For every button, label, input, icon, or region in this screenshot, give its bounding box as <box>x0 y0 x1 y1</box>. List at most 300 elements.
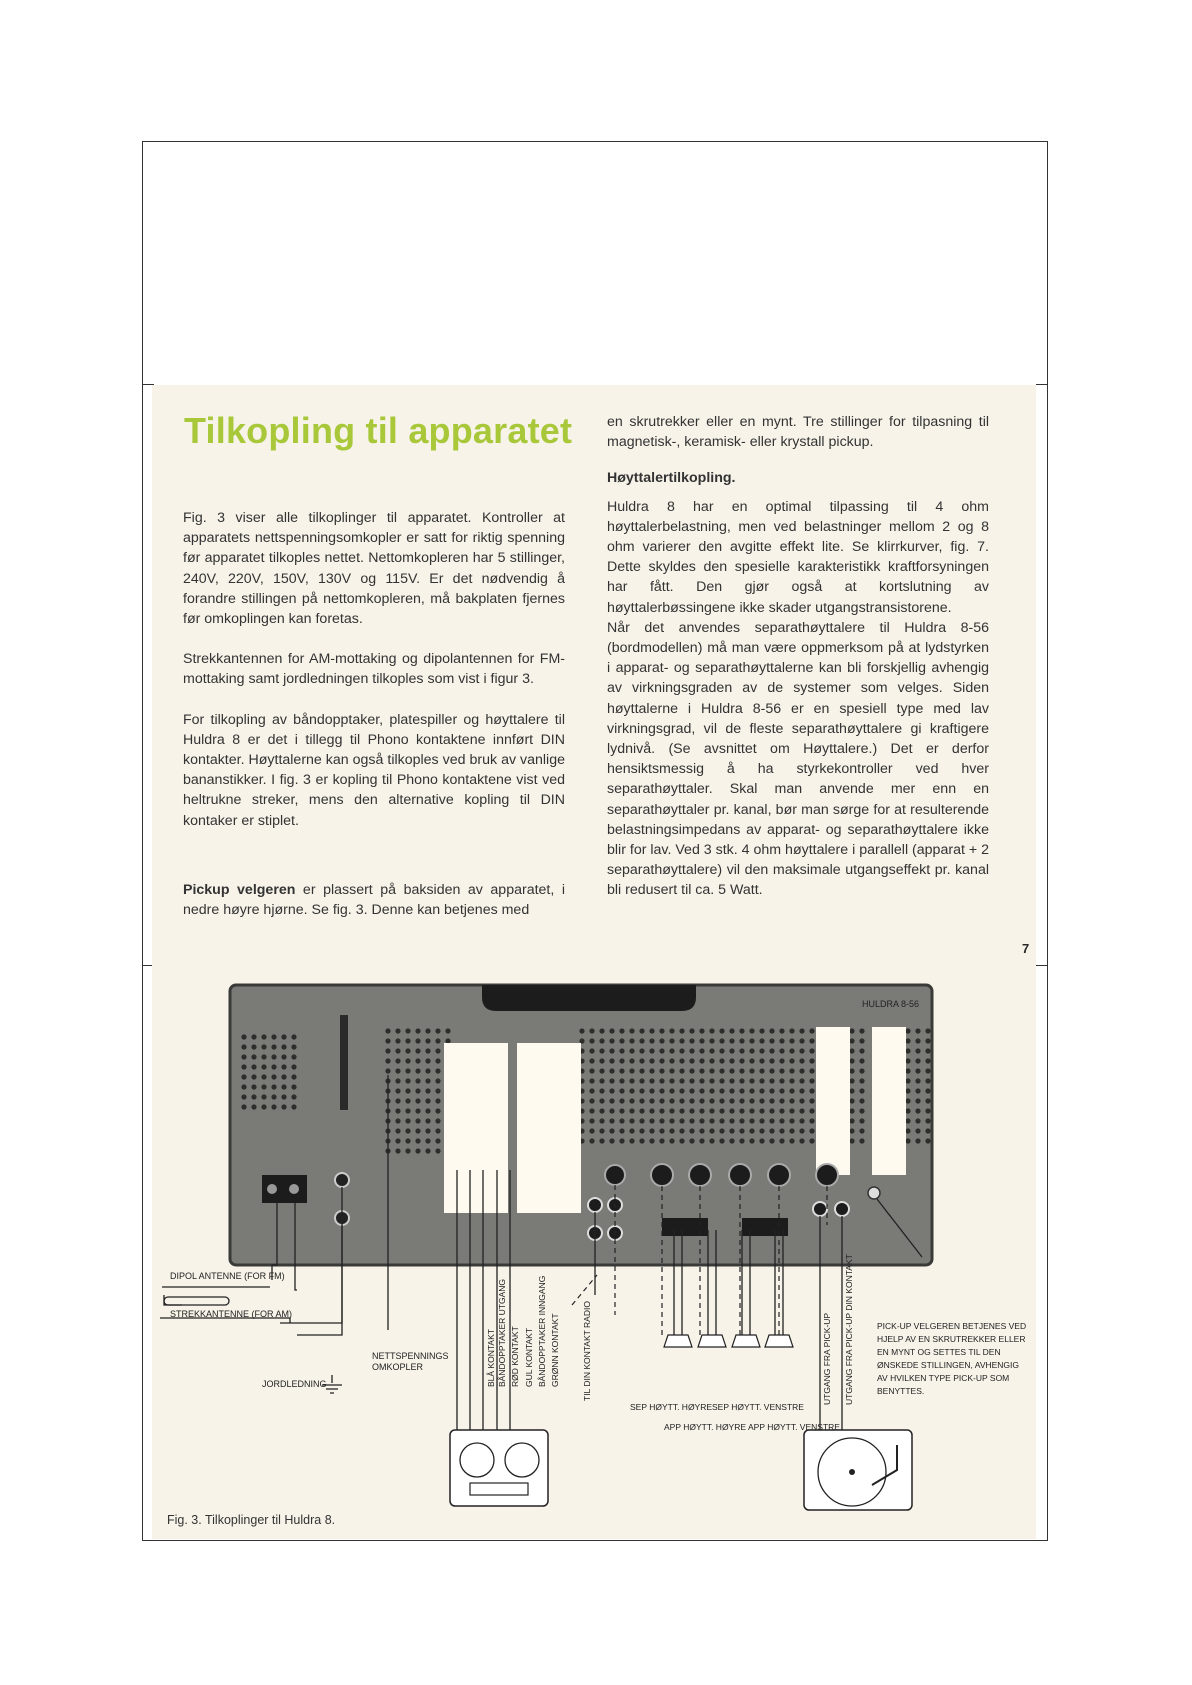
vent-hole <box>915 1138 920 1143</box>
vent-hole <box>395 1058 400 1063</box>
vent-hole <box>281 1054 286 1059</box>
vent-hole <box>689 1118 694 1123</box>
vent-hole <box>779 1038 784 1043</box>
vent-hole <box>425 1028 430 1033</box>
vent-hole <box>679 1028 684 1033</box>
vent-hole <box>425 1138 430 1143</box>
vent-hole <box>405 1148 410 1153</box>
vent-hole <box>789 1078 794 1083</box>
vent-hole <box>719 1138 724 1143</box>
vent-hole <box>435 1138 440 1143</box>
vent-hole <box>241 1084 246 1089</box>
vent-hole <box>251 1084 256 1089</box>
vent-hole <box>689 1038 694 1043</box>
vent-hole <box>639 1098 644 1103</box>
vent-hole <box>849 1088 854 1093</box>
strekk-label: STREKKANTENNE (FOR AM) <box>170 1309 293 1319</box>
bla-label: BLÅ KONTAKT <box>486 1329 496 1387</box>
sep-hoyre-label: SEP HØYTT. HØYRE <box>630 1402 713 1412</box>
vent-hole <box>629 1128 634 1133</box>
vent-hole <box>739 1128 744 1133</box>
vent-hole <box>679 1108 684 1113</box>
vent-hole <box>405 1098 410 1103</box>
vent-hole <box>659 1058 664 1063</box>
vent-hole <box>779 1088 784 1093</box>
vent-hole <box>769 1098 774 1103</box>
vent-hole <box>809 1118 814 1123</box>
vent-hole <box>779 1128 784 1133</box>
vent-hole <box>859 1048 864 1053</box>
vent-hole <box>915 1088 920 1093</box>
vent-hole <box>619 1058 624 1063</box>
vent-hole <box>915 1078 920 1083</box>
vent-hole <box>789 1108 794 1113</box>
vent-hole <box>599 1038 604 1043</box>
vent-hole <box>799 1058 804 1063</box>
vent-hole <box>281 1044 286 1049</box>
paragraph: For tilkopling av båndopptaker, platespiller og høyttalere til Huldra 8 er det i tillegg til Phono kontaktene innført DIN kontakter. Høyttalerne kan også tilkoples ved bruk av vanlige bananstikker. I fig. 3 er kopling til Phono kontaktene vist ved heltrukne streker, mens den alternative kopling til DIN kontaker er stiplet. <box>183 711 565 829</box>
vent-hole <box>849 1058 854 1063</box>
vent-hole <box>689 1138 694 1143</box>
vent-hole <box>435 1088 440 1093</box>
vent-hole <box>689 1108 694 1113</box>
pickup-note-line: ØNSKEDE STILLINGEN, AVHENGIG <box>877 1360 1020 1370</box>
vent-hole <box>915 1068 920 1073</box>
vent-hole <box>579 1028 584 1033</box>
masked-area <box>444 1043 508 1213</box>
vent-hole <box>639 1038 644 1043</box>
vent-hole <box>395 1028 400 1033</box>
vent-hole <box>261 1074 266 1079</box>
vent-hole <box>609 1128 614 1133</box>
vent-hole <box>729 1048 734 1053</box>
vent-hole <box>385 1068 390 1073</box>
vent-hole <box>405 1048 410 1053</box>
vent-hole <box>689 1048 694 1053</box>
vent-hole <box>915 1108 920 1113</box>
vent-hole <box>729 1028 734 1033</box>
vent-hole <box>789 1088 794 1093</box>
vent-hole <box>769 1088 774 1093</box>
vent-hole <box>609 1078 614 1083</box>
vent-hole <box>599 1128 604 1133</box>
vent-hole <box>425 1048 430 1053</box>
vent-hole <box>925 1028 930 1033</box>
vent-hole <box>749 1078 754 1083</box>
vent-hole <box>629 1078 634 1083</box>
vent-hole <box>291 1064 296 1069</box>
left-column <box>183 508 565 851</box>
vent-hole <box>415 1118 420 1123</box>
vent-hole <box>609 1108 614 1113</box>
vent-hole <box>405 1088 410 1093</box>
vent-hole <box>609 1058 614 1063</box>
vent-hole <box>669 1118 674 1123</box>
vent-hole <box>719 1108 724 1113</box>
vent-hole <box>809 1068 814 1073</box>
vent-hole <box>915 1038 920 1043</box>
vent-hole <box>619 1028 624 1033</box>
vent-hole <box>859 1088 864 1093</box>
vent-hole <box>759 1078 764 1083</box>
vent-hole <box>809 1108 814 1113</box>
pickup-note <box>877 1321 1026 1396</box>
netts-label-2: OMKOPLER <box>372 1362 424 1372</box>
vent-hole <box>385 1038 390 1043</box>
vent-hole <box>619 1098 624 1103</box>
vent-hole <box>435 1068 440 1073</box>
din-socket <box>605 1165 625 1185</box>
vent-hole <box>291 1044 296 1049</box>
din-radio-label: TIL DIN KONTAKT RADIO <box>582 1301 592 1401</box>
vent-hole <box>639 1088 644 1093</box>
vent-hole <box>649 1108 654 1113</box>
vent-hole <box>579 1038 584 1043</box>
vent-hole <box>925 1078 930 1083</box>
vent-hole <box>925 1128 930 1133</box>
crop-mark <box>1036 965 1048 966</box>
vent-hole <box>291 1034 296 1039</box>
vent-hole <box>251 1034 256 1039</box>
vent-hole <box>619 1108 624 1113</box>
vent-hole <box>415 1098 420 1103</box>
vent-hole <box>649 1028 654 1033</box>
vent-hole <box>859 1068 864 1073</box>
vent-hole <box>589 1128 594 1133</box>
vent-hole <box>925 1098 930 1103</box>
vent-hole <box>669 1048 674 1053</box>
vent-hole <box>649 1098 654 1103</box>
vent-hole <box>659 1078 664 1083</box>
vent-hole <box>415 1038 420 1043</box>
vent-hole <box>291 1104 296 1109</box>
vent-hole <box>639 1118 644 1123</box>
vent-hole <box>659 1118 664 1123</box>
vent-hole <box>789 1118 794 1123</box>
vent-hole <box>719 1078 724 1083</box>
vent-hole <box>709 1048 714 1053</box>
pickup-continuation: en skrutrekker eller en mynt. Tre stillinger for tilpasning til magnetisk-, keramisk- eller krystall pickup. <box>607 414 989 451</box>
vent-hole <box>915 1098 920 1103</box>
vent-hole <box>281 1094 286 1099</box>
vent-hole <box>385 1028 390 1033</box>
vent-hole <box>749 1088 754 1093</box>
vent-hole <box>425 1088 430 1093</box>
vent-hole <box>925 1088 930 1093</box>
vent-hole <box>915 1048 920 1053</box>
vent-hole <box>629 1028 634 1033</box>
phono-socket <box>813 1202 827 1216</box>
vent-hole <box>599 1138 604 1143</box>
vent-hole <box>769 1138 774 1143</box>
vent-hole <box>415 1148 420 1153</box>
vent-hole <box>679 1058 684 1063</box>
vent-hole <box>849 1068 854 1073</box>
vent-hole <box>609 1118 614 1123</box>
vent-hole <box>619 1048 624 1053</box>
pickup-note-line: PICK-UP VELGEREN BETJENES VED <box>877 1321 1027 1331</box>
vent-hole <box>619 1078 624 1083</box>
vent-hole <box>669 1108 674 1113</box>
vent-hole <box>709 1028 714 1033</box>
vent-hole <box>925 1138 930 1143</box>
paragraph: Huldra 8 har en optimal tilpassing til 4 ohm høyttalerbelastning, men ved belastninger mellom 2 og 8 ohm varierer den avgitte effekt lite. Se klirrkurver, fig. 7. Dette skyldes den spesielle karakteristikk kraftforsyningen har fått. Den gjør også at kortslutning av høyttalerbøssingene ikke skader utgangstransistorene. <box>607 498 989 616</box>
vent-hole <box>925 1048 930 1053</box>
vent-hole <box>679 1048 684 1053</box>
vent-hole <box>689 1028 694 1033</box>
vent-hole <box>779 1108 784 1113</box>
pickup-paragraph-start <box>183 880 565 940</box>
vent-hole <box>425 1038 430 1043</box>
vent-hole <box>739 1048 744 1053</box>
vent-hole <box>639 1068 644 1073</box>
vent-hole <box>915 1118 920 1123</box>
vent-hole <box>905 1078 910 1083</box>
vent-hole <box>709 1088 714 1093</box>
vent-hole <box>739 1028 744 1033</box>
vent-hole <box>849 1118 854 1123</box>
vent-hole <box>699 1088 704 1093</box>
vent-hole <box>799 1108 804 1113</box>
vent-hole <box>589 1038 594 1043</box>
vent-hole <box>599 1068 604 1073</box>
vent-hole <box>749 1038 754 1043</box>
vent-hole <box>609 1088 614 1093</box>
rod-label: RØD KONTAKT <box>510 1326 520 1387</box>
vent-hole <box>629 1048 634 1053</box>
vent-hole <box>719 1048 724 1053</box>
vent-hole <box>659 1038 664 1043</box>
vent-hole <box>915 1128 920 1133</box>
vent-hole <box>799 1138 804 1143</box>
vent-hole <box>405 1078 410 1083</box>
vent-hole <box>415 1138 420 1143</box>
app-hoyre-label: APP HØYTT. HØYRE <box>664 1422 747 1432</box>
vent-hole <box>385 1058 390 1063</box>
vent-hole <box>241 1064 246 1069</box>
vent-hole <box>905 1028 910 1033</box>
vent-hole <box>679 1088 684 1093</box>
vent-hole <box>609 1038 614 1043</box>
vent-hole <box>619 1118 624 1123</box>
vent-hole <box>799 1128 804 1133</box>
vent-hole <box>639 1048 644 1053</box>
vent-hole <box>729 1098 734 1103</box>
vent-hole <box>789 1128 794 1133</box>
vent-hole <box>719 1128 724 1133</box>
vent-hole <box>639 1128 644 1133</box>
vent-hole <box>849 1138 854 1143</box>
vent-hole <box>699 1108 704 1113</box>
vent-hole <box>619 1038 624 1043</box>
vent-hole <box>759 1108 764 1113</box>
vent-hole <box>809 1028 814 1033</box>
vent-hole <box>261 1034 266 1039</box>
vent-hole <box>385 1048 390 1053</box>
vent-hole <box>925 1118 930 1123</box>
masked-area <box>872 1027 906 1175</box>
vent-hole <box>729 1128 734 1133</box>
vent-hole <box>739 1138 744 1143</box>
vent-hole <box>281 1104 286 1109</box>
vent-hole <box>749 1068 754 1073</box>
vent-hole <box>859 1128 864 1133</box>
vent-hole <box>809 1128 814 1133</box>
vent-hole <box>809 1098 814 1103</box>
vent-hole <box>649 1078 654 1083</box>
vent-hole <box>589 1108 594 1113</box>
vent-hole <box>699 1048 704 1053</box>
vent-hole <box>769 1028 774 1033</box>
pickup-note-line: EN MYNT OG SETTES TIL DEN <box>877 1347 1001 1357</box>
vent-hole <box>699 1098 704 1103</box>
vent-hole <box>425 1118 430 1123</box>
vent-hole <box>669 1028 674 1033</box>
vent-hole <box>599 1028 604 1033</box>
vent-hole <box>799 1098 804 1103</box>
vent-hole <box>619 1088 624 1093</box>
vent-hole <box>669 1068 674 1073</box>
vent-hole <box>769 1048 774 1053</box>
vent-hole <box>809 1048 814 1053</box>
vent-hole <box>859 1028 864 1033</box>
vent-hole <box>629 1058 634 1063</box>
vent-hole <box>809 1078 814 1083</box>
vent-hole <box>699 1028 704 1033</box>
vent-hole <box>679 1128 684 1133</box>
vent-hole <box>905 1038 910 1043</box>
vent-hole <box>649 1088 654 1093</box>
vent-hole <box>609 1068 614 1073</box>
vent-hole <box>769 1068 774 1073</box>
vent-hole <box>759 1068 764 1073</box>
jord-label: JORDLEDNING <box>262 1379 327 1389</box>
vent-hole <box>415 1058 420 1063</box>
vent-hole <box>699 1058 704 1063</box>
vent-hole <box>849 1128 854 1133</box>
vent-hole <box>241 1074 246 1079</box>
vent-hole <box>739 1108 744 1113</box>
vent-hole <box>405 1138 410 1143</box>
vent-hole <box>739 1038 744 1043</box>
vent-hole <box>905 1118 910 1123</box>
vent-hole <box>251 1054 256 1059</box>
vent-hole <box>749 1028 754 1033</box>
vent-hole <box>719 1068 724 1073</box>
right-column <box>607 412 989 921</box>
vent-hole <box>271 1094 276 1099</box>
vent-hole <box>435 1038 440 1043</box>
vent-hole <box>689 1058 694 1063</box>
vent-hole <box>629 1138 634 1143</box>
vent-hole <box>609 1028 614 1033</box>
vent-hole <box>739 1098 744 1103</box>
vent-hole <box>709 1118 714 1123</box>
vent-hole <box>799 1028 804 1033</box>
vent-hole <box>759 1128 764 1133</box>
vent-hole <box>789 1138 794 1143</box>
vent-hole <box>649 1038 654 1043</box>
vent-hole <box>415 1128 420 1133</box>
vent-hole <box>729 1078 734 1083</box>
vent-hole <box>719 1098 724 1103</box>
vent-hole <box>905 1098 910 1103</box>
vent-hole <box>405 1068 410 1073</box>
vent-hole <box>749 1118 754 1123</box>
vent-hole <box>709 1108 714 1113</box>
vent-hole <box>809 1038 814 1043</box>
vent-hole <box>915 1058 920 1063</box>
band-ut-label: BÅNDOPPTAKER UTGANG <box>497 1279 507 1387</box>
vent-hole <box>699 1038 704 1043</box>
page-title: Tilkopling til apparatet <box>184 410 573 451</box>
vent-hole <box>415 1078 420 1083</box>
vent-hole <box>251 1094 256 1099</box>
vent-hole <box>769 1128 774 1133</box>
vent-hole <box>789 1038 794 1043</box>
vent-hole <box>709 1098 714 1103</box>
vent-hole <box>779 1068 784 1073</box>
vent-hole <box>719 1038 724 1043</box>
vent-hole <box>589 1118 594 1123</box>
vent-hole <box>291 1084 296 1089</box>
model-label: HULDRA 8-56 <box>862 999 920 1009</box>
din-socket <box>729 1164 751 1186</box>
vent-hole <box>261 1064 266 1069</box>
vent-hole <box>759 1138 764 1143</box>
vent-hole <box>859 1058 864 1063</box>
vent-hole <box>589 1098 594 1103</box>
vent-hole <box>405 1128 410 1133</box>
vent-hole <box>749 1138 754 1143</box>
vent-hole <box>435 1028 440 1033</box>
vent-hole <box>679 1118 684 1123</box>
vent-hole <box>261 1094 266 1099</box>
vent-hole <box>799 1038 804 1043</box>
vent-hole <box>759 1058 764 1063</box>
vent-hole <box>599 1058 604 1063</box>
vent-hole <box>445 1028 450 1033</box>
vent-hole <box>669 1138 674 1143</box>
vent-hole <box>759 1088 764 1093</box>
din-socket <box>651 1164 673 1186</box>
vent-hole <box>425 1148 430 1153</box>
vent-hole <box>699 1118 704 1123</box>
dipol-label: DIPOL ANTENNE (FOR FM) <box>170 1271 285 1281</box>
vent-hole <box>395 1048 400 1053</box>
vent-hole <box>749 1128 754 1133</box>
vent-hole <box>859 1098 864 1103</box>
vent-hole <box>739 1078 744 1083</box>
vent-hole <box>395 1088 400 1093</box>
vent-hole <box>769 1078 774 1083</box>
band-inn-label: BÅNDOPPTAKER INNGANG <box>537 1275 547 1387</box>
vent-hole <box>649 1048 654 1053</box>
vent-hole <box>435 1078 440 1083</box>
vent-hole <box>699 1068 704 1073</box>
vent-hole <box>709 1128 714 1133</box>
vent-hole <box>241 1034 246 1039</box>
vent-hole <box>759 1098 764 1103</box>
paragraph: Strekkantennen for AM-mottaking og dipolantennen for FM-mottaking samt jordledningen tilkoples som vist i figur 3. <box>183 651 565 688</box>
vent-hole <box>395 1068 400 1073</box>
vent-hole <box>669 1078 674 1083</box>
vent-hole <box>405 1108 410 1113</box>
vent-hole <box>709 1138 714 1143</box>
vent-hole <box>251 1044 256 1049</box>
vent-hole <box>395 1038 400 1043</box>
vent-hole <box>759 1038 764 1043</box>
